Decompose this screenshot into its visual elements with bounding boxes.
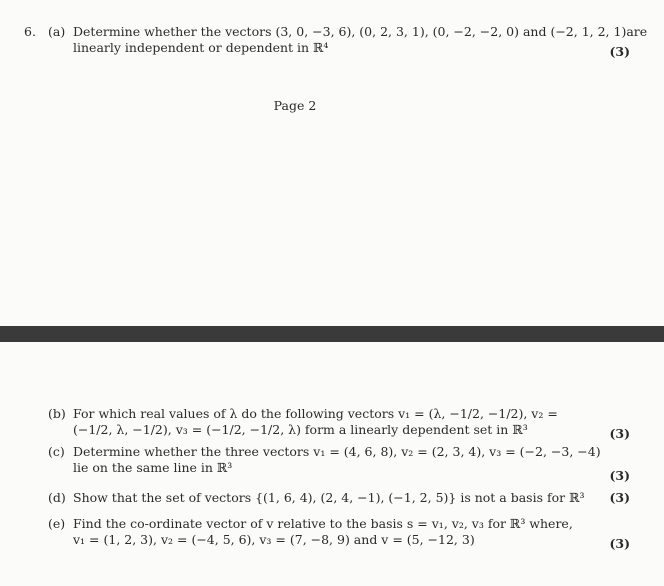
part-c-label: (c) <box>48 444 65 459</box>
part-a-label: (a) <box>48 24 66 39</box>
page-bottom <box>0 342 664 586</box>
question-number: 6. <box>24 24 36 39</box>
part-c-text-line2: lie on the same line in ℝ³ <box>73 460 233 475</box>
part-a-text-line1: Determine whether the vectors (3, 0, −3, 6), (0, 2, 3, 1), (0, −2, −2, 0) and (−2, 1, 2, 1)are <box>73 24 648 39</box>
part-d-label: (d) <box>48 490 66 505</box>
part-b-marks: (3) <box>609 426 630 441</box>
part-e-text-line1: Find the co-ordinate vector of v relative to the basis s = v₁, v₂, v₃ for ℝ³ where, <box>73 516 573 531</box>
part-e-text-line2: v₁ = (1, 2, 3), v₂ = (−4, 5, 6), v₃ = (7, −8, 9) and v = (5, −12, 3) <box>73 532 475 547</box>
part-d-text-line1: Show that the set of vectors {(1, 6, 4), (2, 4, −1), (−1, 2, 5)} is not a basis for ℝ³ <box>73 490 585 505</box>
part-b-label: (b) <box>48 406 66 421</box>
part-e-marks: (3) <box>609 536 630 551</box>
part-e-label: (e) <box>48 516 66 531</box>
page-number: Page 2 <box>273 98 317 113</box>
part-a-text-line2: linearly independent or dependent in ℝ⁴ <box>73 40 329 55</box>
page-divider <box>0 326 664 342</box>
part-d-marks: (3) <box>609 490 630 505</box>
part-b-text-line2: (−1/2, λ, −1/2), v₃ = (−1/2, −1/2, λ) form a linearly dependent set in ℝ³ <box>73 422 528 437</box>
part-c-text-line1: Determine whether the three vectors v₁ = (4, 6, 8), v₂ = (2, 3, 4), v₃ = (−2, −3, −4) <box>73 444 601 459</box>
part-a-marks: (3) <box>609 44 630 59</box>
part-b-text-line1: For which real values of λ do the following vectors v₁ = (λ, −1/2, −1/2), v₂ = <box>73 406 558 421</box>
part-c-marks: (3) <box>609 468 630 483</box>
